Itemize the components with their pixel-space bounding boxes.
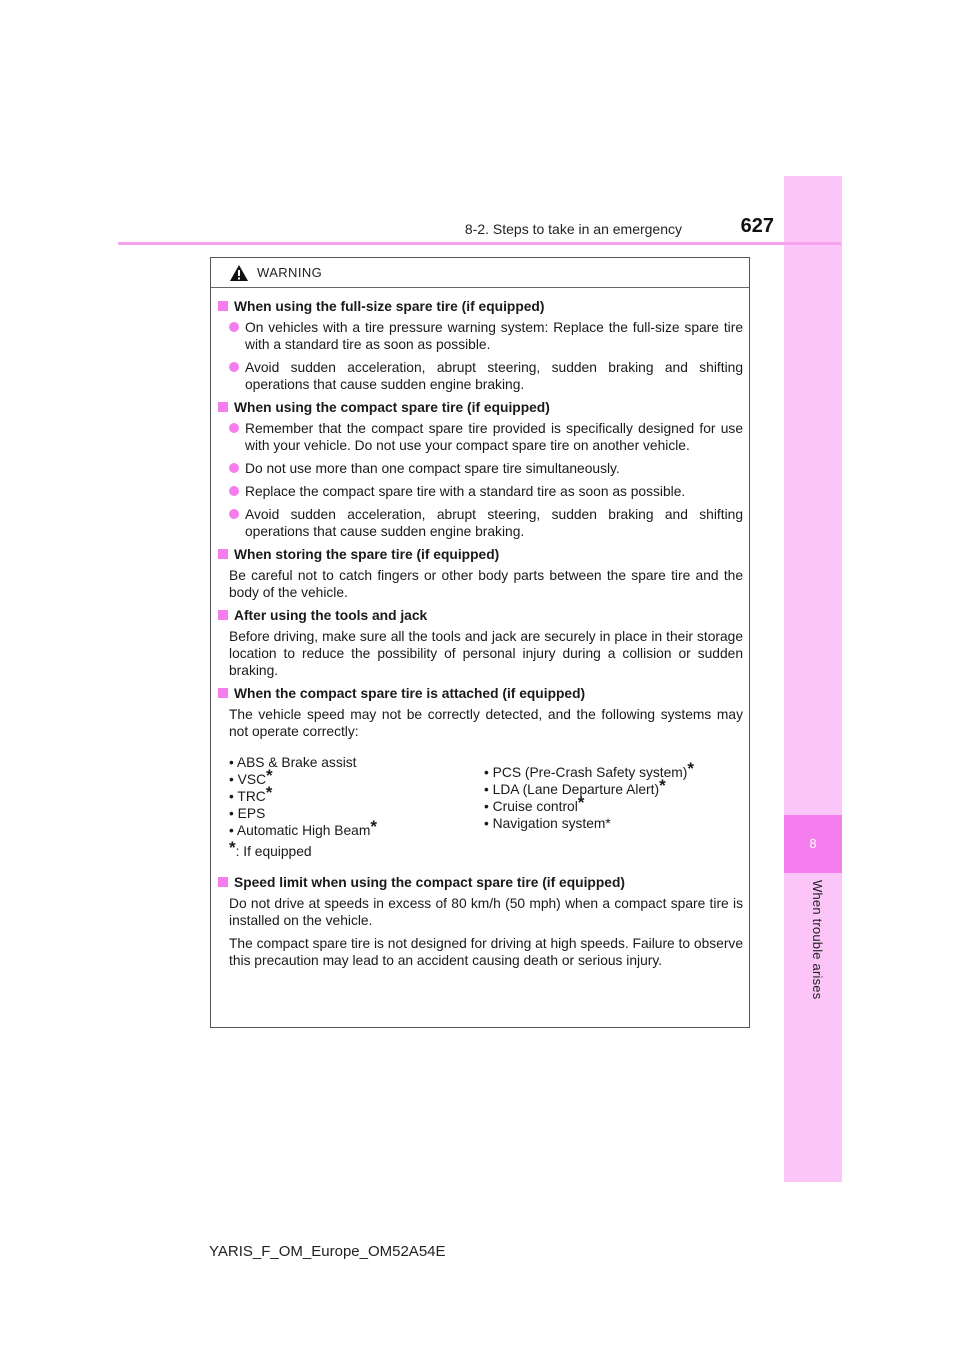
list-item: Avoid sudden acceleration, abrupt steering, sudden braking and shifting operations that cause sudden engine braking. <box>217 506 743 540</box>
square-bullet-icon <box>218 301 228 311</box>
section-heading: When storing the spare tire (if equipped) <box>217 546 743 563</box>
systems-column-right <box>484 754 739 860</box>
footnote: *: If equipped <box>229 838 312 859</box>
system-item: • EPS <box>229 806 266 821</box>
circle-bullet-icon <box>229 362 239 372</box>
system-item: • Automatic High Beam* <box>229 817 377 838</box>
chapter-number-tab: 8 <box>784 815 842 873</box>
section-heading: When using the compact spare tire (if equipped) <box>217 399 743 416</box>
circle-bullet-icon <box>229 509 239 519</box>
paragraph: The compact spare tire is not designed for driving at high speeds. Failure to observe this precaution may lead to an accident causing death or serious injury. <box>229 936 743 968</box>
paragraph: Be careful not to catch fingers or other body parts between the spare tire and the body of the vehicle. <box>229 568 743 600</box>
warning-header <box>211 258 749 288</box>
list-item: Avoid sudden acceleration, abrupt steering, sudden braking and shifting operations that cause sudden engine braking. <box>217 359 743 393</box>
section-heading: After using the tools and jack <box>217 607 743 624</box>
list-item: Replace the compact spare tire with a standard tire as soon as possible. <box>217 483 743 500</box>
system-item: • Cruise control* <box>484 793 585 814</box>
affected-systems <box>229 754 743 860</box>
square-bullet-icon <box>218 688 228 698</box>
system-item: • VSC* <box>229 766 273 787</box>
system-item: • PCS (Pre-Crash Safety system)* <box>484 759 695 780</box>
warning-triangle-icon <box>229 264 249 282</box>
circle-bullet-icon <box>229 486 239 496</box>
circle-bullet-icon <box>229 463 239 473</box>
system-item: • TRC* <box>229 783 273 804</box>
chapter-label: When trouble arises <box>810 880 825 1000</box>
side-tab <box>784 176 842 1182</box>
square-bullet-icon <box>218 610 228 620</box>
section-heading: Speed limit when using the compact spare tire (if equipped) <box>217 874 743 891</box>
section-heading: When using the full-size spare tire (if equipped) <box>217 298 743 315</box>
list-item: Do not use more than one compact spare tire simultaneously. <box>217 460 743 477</box>
circle-bullet-icon <box>229 423 239 433</box>
document-code: YARIS_F_OM_Europe_OM52A54E <box>209 1243 446 1260</box>
system-item: • Navigation system* <box>484 816 611 831</box>
paragraph: The vehicle speed may not be correctly detected, and the following systems may not operate correctly: <box>229 707 743 739</box>
square-bullet-icon <box>218 877 228 887</box>
square-bullet-icon <box>218 402 228 412</box>
paragraph: Before driving, make sure all the tools and jack are securely in place in their storage location to reduce the possibility of personal injury during a collision or sudden braking. <box>229 629 743 678</box>
header-rule <box>118 242 841 245</box>
list-item: Remember that the compact spare tire provided is specifically designed for use with your vehicle. Do not use your compact spare tire on another vehicle. <box>217 420 743 454</box>
list-item: On vehicles with a tire pressure warning system: Replace the full-size spare tire with a standard tire as soon as possible. <box>217 319 743 353</box>
system-item: • ABS & Brake assist <box>229 755 357 770</box>
section-title: 8-2. Steps to take in an emergency <box>464 221 682 237</box>
warning-title: WARNING <box>257 265 323 280</box>
page-number: 627 <box>740 215 774 237</box>
square-bullet-icon <box>218 549 228 559</box>
paragraph: Do not drive at speeds in excess of 80 km/h (50 mph) when a compact spare tire is installed on the vehicle. <box>229 896 743 928</box>
section-heading: When the compact spare tire is attached (if equipped) <box>217 685 743 702</box>
system-item: • LDA (Lane Departure Alert)* <box>484 776 666 797</box>
warning-box <box>210 257 750 1028</box>
circle-bullet-icon <box>229 322 239 332</box>
systems-column-left <box>229 754 484 860</box>
warning-body <box>211 288 749 969</box>
